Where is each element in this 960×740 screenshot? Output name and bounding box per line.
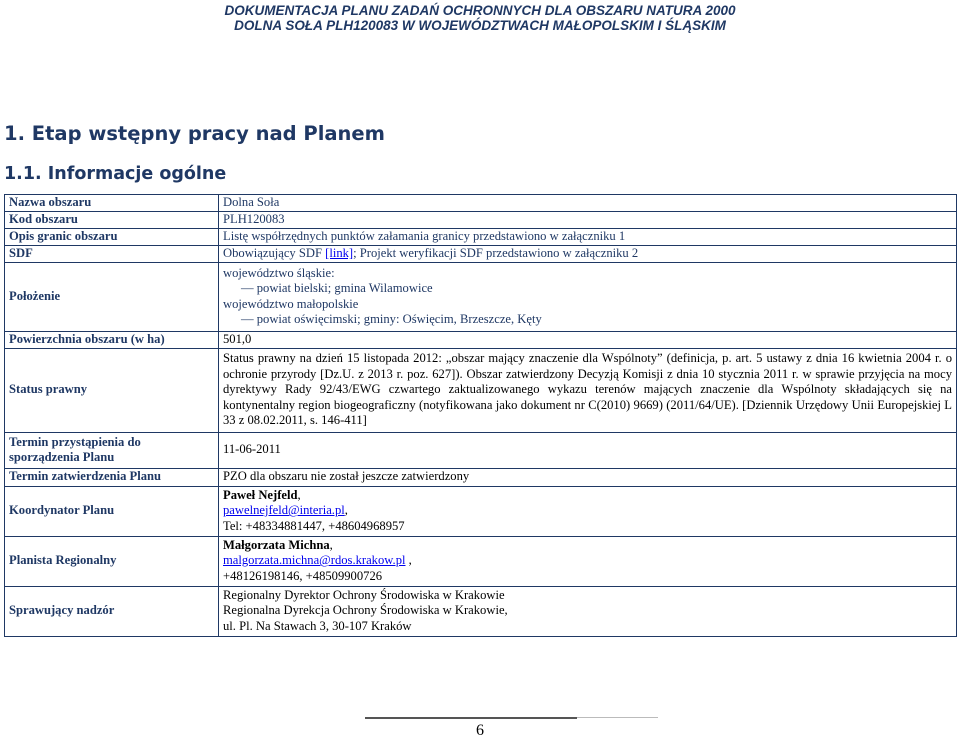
location-line-4: — powiat oświęcimski; gminy: Oświęcim, Brzeszcze, Kęty <box>241 312 542 326</box>
heading-1: 1. Etap wstępny pracy nad Planem <box>4 122 385 145</box>
table-row-name <box>5 195 957 212</box>
table-row-supervisor <box>5 586 957 636</box>
value-sdf <box>219 245 957 262</box>
page-header <box>0 3 960 33</box>
label-supervisor: Sprawujący nadzór <box>5 586 219 636</box>
table-row-coordinator <box>5 486 957 536</box>
table-row-boundary <box>5 229 957 246</box>
value-coordinator: Paweł Nejfeld, pawelnejfeld@interia.pl, Tel: +48334881447, +48604968957 <box>219 486 957 536</box>
coordinator-tel: Tel: +48334881447, +48604968957 <box>223 518 405 533</box>
table-row-deadline <box>5 432 957 468</box>
value-code: PLH120083 <box>219 212 957 229</box>
location-line-1: województwo śląskie: <box>223 265 335 280</box>
sdf-link[interactable]: [link] <box>325 245 354 260</box>
value-area: 501,0 <box>219 331 957 348</box>
label-location: Położenie <box>5 262 219 331</box>
page-number: 6 <box>476 722 484 739</box>
header-line-1: DOKUMENTACJA PLANU ZADAŃ OCHRONNYCH DLA OBSZARU NATURA 2000 <box>224 3 736 18</box>
table-row-approval <box>5 468 957 486</box>
label-sdf: SDF <box>5 245 219 262</box>
value-approval: PZO dla obszaru nie został jeszcze zatwierdzony <box>219 468 957 486</box>
coordinator-name: Paweł Nejfeld <box>223 487 298 502</box>
label-status: Status prawny <box>5 348 219 432</box>
label-deadline: Termin przystąpienia do sporządzenia Planu <box>5 432 219 468</box>
label-coordinator: Koordynator Planu <box>5 486 219 536</box>
value-boundary: Listę współrzędnych punktów załamania granicy przedstawiono w załączniku 1 <box>219 229 957 246</box>
label-area: Powierzchnia obszaru (w ha) <box>5 331 219 348</box>
coordinator-email[interactable]: pawelnejfeld@interia.pl <box>223 503 345 518</box>
sdf-pre: Obowiązujący SDF <box>223 245 326 260</box>
table-row-location <box>5 262 957 331</box>
value-deadline: 11-06-2011 <box>219 432 957 468</box>
table-row-area <box>5 331 957 348</box>
sdf-post: ; Projekt weryfikacji SDF przedstawiono w załączniku 2 <box>353 245 639 260</box>
planner-name: Małgorzata Michna <box>223 537 330 552</box>
label-approval: Termin zatwierdzenia Planu <box>5 468 219 486</box>
header-line-2: DOLNA SOŁA PLH120083 W WOJEWÓDZTWACH MAŁOPOLSKIM I ŚLĄSKIM <box>234 18 726 33</box>
label-planner: Planista Regionalny <box>5 536 219 586</box>
location-line-2: — powiat bielski; gmina Wilamowice <box>241 281 433 295</box>
location-line-3: województwo małopolskie <box>223 296 359 311</box>
footer-divider <box>365 717 577 719</box>
table-row-status <box>5 348 957 432</box>
planner-tel: +48126198146, +48509900726 <box>223 568 383 583</box>
supervisor-line-1: Regionalny Dyrektor Ochrony Środowiska w Krakowie <box>223 587 505 602</box>
value-location <box>219 262 957 331</box>
value-supervisor <box>219 586 957 636</box>
label-code: Kod obszaru <box>5 212 219 229</box>
value-name: Dolna Soła <box>219 195 957 212</box>
table-row-sdf <box>5 245 957 262</box>
label-name: Nazwa obszaru <box>5 195 219 212</box>
value-planner: Małgorzata Michna, malgorzata.michna@rdos.krakow.pl , +48126198146, +48509900726 <box>219 536 957 586</box>
value-status: Status prawny na dzień 15 listopada 2012: „obszar mający znaczenie dla Wspólnoty” (definicja, p. art. 5 ustawy z dnia 16 kwietnia 2004 r. o ochronie przyrody [Dz.U. z 2013 r. poz. 627]). Obszar zatwierdzony Decyzją Komisji z dnia 10 stycznia 2011 r. w sprawie przyjęcia na mocy dyrektywy Rady 92/43/EWG czwartego zaktualizowanego wykazu terenów mających znaczenie dla Wspólnoty składających się na kontynentalny region biogeograficzny (notyfikowana jako dokument nr C(2010) 9669) (2011/64/UE). [Dziennik Urzędowy Unii Europejskiej L 33 z 08.02.2011, s. 146-411] <box>219 348 957 432</box>
heading-2: 1.1. Informacje ogólne <box>4 164 227 184</box>
table-row-planner <box>5 536 957 586</box>
planner-email[interactable]: malgorzata.michna@rdos.krakow.pl <box>223 553 406 568</box>
info-table <box>4 194 957 637</box>
supervisor-line-3: ul. Pl. Na Stawach 3, 30-107 Kraków <box>223 618 412 633</box>
supervisor-line-2: Regionalna Dyrekcja Ochrony Środowiska w Krakowie, <box>223 603 508 618</box>
label-boundary: Opis granic obszaru <box>5 229 219 246</box>
table-row-code <box>5 212 957 229</box>
